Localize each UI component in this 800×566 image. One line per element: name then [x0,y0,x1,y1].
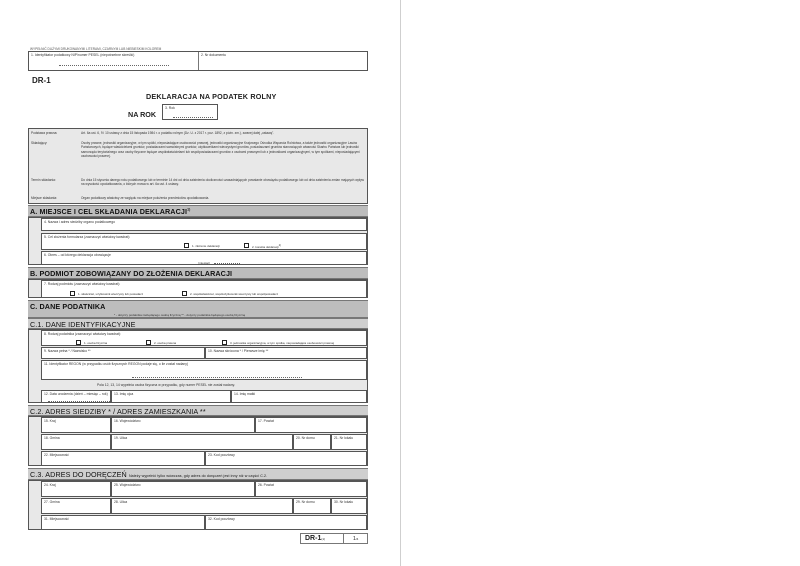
c3-country-field[interactable] [41,481,111,497]
footer-code-text: DR-1 [305,535,322,542]
mother-name-field[interactable] [231,390,367,403]
field-9-label: 9. Nazwa pełna * / Nazwisko ** [44,349,91,353]
field-10-label: 10. Nazwa skrócona * / Pierwsze imię ** [208,349,269,353]
section-c-note: * - dotyczy podatnika niebędącego osobą fizyczną ** - dotyczy podatnika będącego osobą fizyczną [114,313,246,317]
regon-field[interactable] [41,360,367,380]
purpose-field [41,233,367,250]
field-29-label: 29. Nr domu [296,500,315,504]
field-26-label: 26. Powiat [258,483,274,487]
field-21-label: 21. Nr lokalu [334,436,354,440]
legal-label-2: Termin składania: [31,178,56,182]
full-name-field[interactable] [41,347,205,359]
doc-number-label: 2. Nr dokumentu [201,53,227,57]
field-12-label: 12. Data urodzenia (dzień – miesiąc – rok) [44,392,108,396]
section-b-body [28,279,368,298]
subject-type-field [41,280,367,298]
c2-apartment-field[interactable] [331,434,367,450]
page-2-blank [400,0,800,566]
section-c2-body [28,416,368,466]
legal-text-2: Do dnia 15 stycznia danego roku podatkowego lub w terminie 14 dni od dnia zaistnienia okoliczności uzasadniających powstanie obowiązku podatkowego lub od dnia zaistnienia zmian mających wpływ na wysokość opodatkowania, o których mowa w art. 6a ust. 4 ustawy. [81,178,364,187]
field-22-label: 22. Miejscowość [44,453,69,457]
taxpayer-option-2: 2. osoba prawna [154,341,177,345]
field-4-label: 4. Nazwa i adres siedziby organu podatkowego [44,220,116,224]
purpose-option-2-text: 2. korekta deklaracji [252,245,279,249]
father-name-field[interactable] [111,390,231,403]
field-5-label: 5. Cel złożenia formularza (zaznaczyć właściwy kwadrat): [44,235,131,239]
nip-dots [59,65,169,66]
c3-street-field[interactable] [111,498,293,514]
regon-dots [132,377,302,378]
purpose-option-2 [252,244,281,249]
section-c2-header [28,405,368,416]
c2-house-number-field[interactable] [293,434,331,450]
pesel-note: Pola 12, 13, 14 wypełnia osoba fizyczna w przypadku, gdy numer PESEL nie został nadany. [97,383,235,387]
c3-apartment-field[interactable] [331,498,367,514]
c3-county-field[interactable] [255,481,367,497]
period-dots [214,263,240,264]
field-8-label: 8. Rodzaj podatnika (zaznaczyć właściwy kwadrat): [44,332,122,336]
taxpayer-checkbox-1[interactable] [76,340,81,345]
legal-basis-block [28,128,368,204]
year-label: 3. Rok [165,106,175,110]
section-c-title: C. DANE PODATNIKA [30,302,106,311]
field-15-label: 15. Kraj [44,419,56,423]
field-32-label: 32. Kod pocztowy [208,517,235,521]
subject-checkbox-1[interactable] [70,291,75,296]
c3-voivodeship-field[interactable] [111,481,255,497]
c2-street-field[interactable] [111,434,293,450]
footer-page-total: /4 [355,537,359,541]
field-30-label: 30. Nr lokalu [334,500,354,504]
legal-label-3: Miejsce składania: [31,196,58,200]
taxpayer-type-field [41,330,367,346]
c2-city-field[interactable] [41,451,205,466]
subject-option-2: 2. współwłaściciel, współużytkownik wieczysty lub współposiadacz [190,292,279,296]
short-name-field[interactable] [205,347,367,359]
c2-county-field[interactable] [255,417,367,433]
c3-city-field[interactable] [41,515,205,530]
section-c3-header [28,468,368,480]
taxpayer-checkbox-2[interactable] [146,340,151,345]
tax-office-field[interactable] [41,218,367,231]
field-31-label: 31. Miejscowość [44,517,69,521]
legal-text-3: Organ podatkowy właściwy ze względu na miejsce położenia przedmiotów opodatkowania. [81,196,210,200]
subject-option-1: 1. właściciel, użytkownik wieczysty lub posiadacz [78,292,144,296]
field-19-label: 19. Ulica [114,436,128,440]
field-18-label: 18. Gmina [44,436,60,440]
taxpayer-option-3: 3. jednostka organizacyjna, w tym spółka, nieposiadająca osobowości prawnej [230,341,335,345]
footer-page [353,536,358,542]
field-27-label: 27. Gmina [44,500,60,504]
footer-code [305,535,325,542]
footer-page-number: 1 [353,536,356,542]
c2-postal-code-field[interactable] [205,451,367,466]
field-13-label: 13. Imię ojca [114,392,134,396]
nip-label: 1. Identyfikator podatkowy NIP/numer PESEL (niepotrzebne skreślić) [31,53,135,57]
purpose-checkbox-1[interactable] [184,243,189,248]
section-c1-header [28,318,368,329]
year-field[interactable] [162,104,218,120]
field-11-label: 11. Identyfikator REGON (w przypadku osób fizycznych REGON podaje się, o ile został nadany) [44,362,189,366]
legal-label-0: Podstawa prawna: [31,131,58,135]
nip-field[interactable] [29,52,199,70]
form-code: DR-1 [32,76,51,85]
field-23-label: 23. Kod pocztowy [208,453,235,457]
section-c1-body [28,329,368,403]
legal-text-1: Osoby prawne, jednostki organizacyjne, w tym spółki, nieposiadające osobowości prawnej, jednostki organizacyjne Krajowego Ośrodka Wsparcia Rolnictwa, a także jednostki organizacyjne Lasów Państwowych, będące właścicielami gruntów, posiadaczami samoistnymi gruntów, użytkownikami wieczystymi gruntów, posiadaczami gruntów stanowiących własność Skarbu Państwa lub jednostki samorządu terytorialnego oraz osoby fizyczne będące współwłaścicielami lub współposiadaczami gruntów z osobami prawnymi lub z jednostkami organizacyjnymi, w tym spółkami, nieposiadającymi osobowości prawnej. [81,141,360,159]
section-c1-title: C.1. DANE IDENTYFIKACYJNE [30,320,136,329]
year-dots [173,117,213,118]
section-c-header [28,300,368,318]
instruction-note: WYPEŁNIĆ DUŻYMI DRUKOWANYMI LITERAMI, CZARNYM LUB NIEBIESKIM KOLOREM [30,47,162,51]
field-7-label: 7. Rodzaj podmiotu (zaznaczyć właściwy kwadrat): [44,282,121,286]
year-prefix: NA ROK [128,110,157,119]
c2-voivodeship-field[interactable] [111,417,255,433]
purpose-option-2-sup: 2) [278,244,281,247]
section-c3-body [28,480,368,530]
top-fields [28,51,368,71]
month-label: (miesiąc) [198,261,211,265]
field-25-label: 25. Województwo [114,483,141,487]
c3-municipality-field[interactable] [41,498,111,514]
legal-text-0: Art. 6a ust. 6, 9 i 10 ustawy z dnia 15 listopada 1984 r. o podatku rolnym (Dz. U. z 2017 r. poz. 1892, z późn. zm.), zwanej dalej „ustawą”. [81,131,275,135]
taxpayer-option-1: 1. osoba fizyczna [84,341,108,345]
purpose-option-1: 1. złożenie deklaracji [192,244,220,248]
doc-number-field [199,52,367,70]
section-c3-title [30,470,267,479]
purpose-checkbox-2[interactable] [244,243,249,248]
c3-house-number-field[interactable] [293,498,331,514]
c2-municipality-field[interactable] [41,434,111,450]
taxpayer-checkbox-3[interactable] [222,340,227,345]
field-14-label: 14. Imię matki [234,392,256,396]
section-c2-title: C.2. ADRES SIEDZIBY * / ADRES ZAMIESZKANIA ** [30,407,206,416]
legal-label-1: Składający: [31,141,48,145]
section-c3-note: Należy wypełnić tylko wówczas, gdy adres do doręczeń jest inny niż w części C.2. [128,474,268,478]
field-17-label: 17. Powiat [258,419,274,423]
form-title: DEKLARACJA NA PODATEK ROLNY [146,92,277,101]
field-16-label: 16. Województwo [114,419,141,423]
footer-divider [343,534,344,544]
field-24-label: 24. Kraj [44,483,56,487]
section-a-body [28,217,368,265]
section-a-title-text: A. MIEJSCE I CEL SKŁADANIA DEKLARACJI [30,207,188,216]
page-1 [0,0,398,566]
subject-checkbox-2[interactable] [182,291,187,296]
page-footer [300,533,368,544]
section-b-title: B. PODMIOT ZOBOWIĄZANY DO ZŁOŻENIA DEKLARACJI [30,269,233,278]
section-b-header [28,267,368,279]
birth-date-field[interactable] [41,390,111,403]
section-a-sup: 1) [187,207,191,212]
section-a-title [30,207,190,216]
field-28-label: 28. Ulica [114,500,128,504]
field-20-label: 20. Nr domu [296,436,315,440]
footer-code-sub: (1) [321,537,326,541]
section-c3-title-text: C.3. ADRES DO DORĘCZEŃ [30,470,127,479]
field-6-label: 6. Okres – od którego deklaracja obowiązuje [44,253,111,257]
c2-country-field[interactable] [41,417,111,433]
section-a-header [28,205,368,217]
c3-postal-code-field[interactable] [205,515,367,530]
period-field[interactable] [41,251,367,265]
